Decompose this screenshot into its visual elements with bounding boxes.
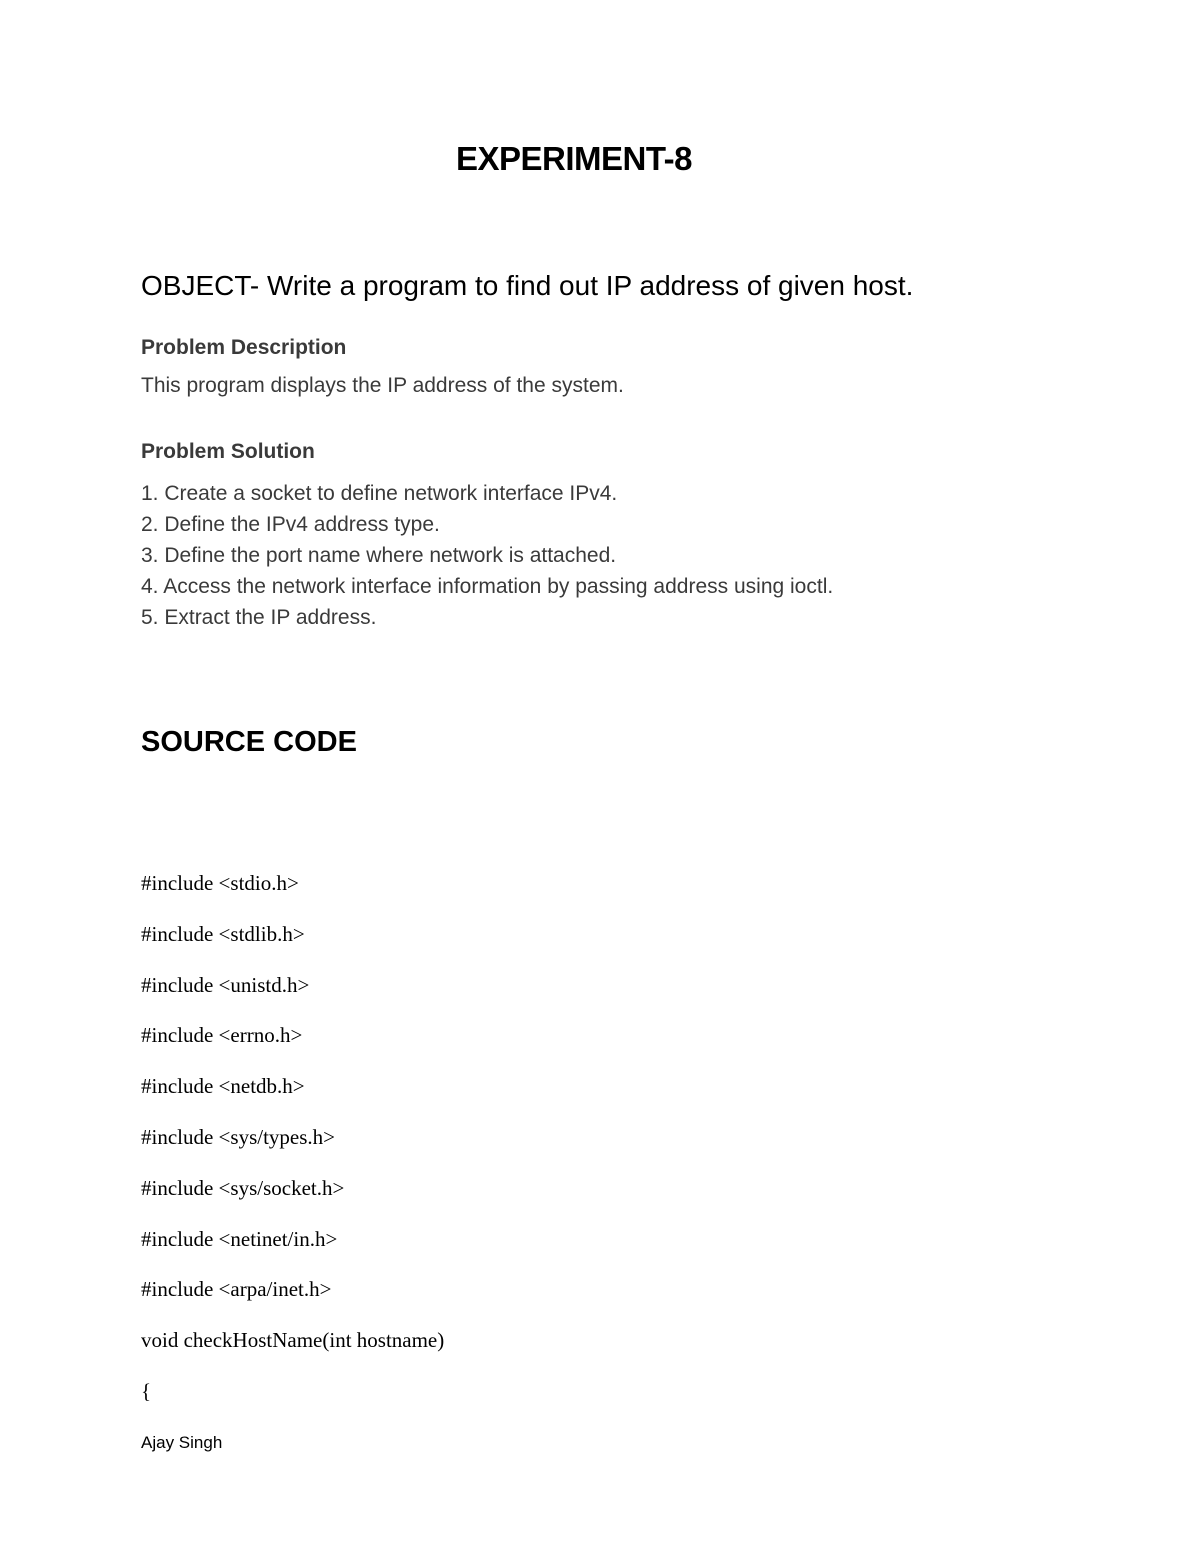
source-code-heading: SOURCE CODE bbox=[141, 726, 357, 758]
code-line: { bbox=[141, 1378, 152, 1403]
solution-step: 3. Define the port name where network is attached. bbox=[141, 544, 617, 567]
source-code-block bbox=[141, 858, 444, 1417]
code-line: #include <arpa/inet.h> bbox=[141, 1277, 332, 1302]
code-line: #include <sys/types.h> bbox=[141, 1124, 336, 1149]
problem-description-text: This program displays the IP address of the system. bbox=[141, 374, 624, 397]
solution-step: 2. Define the IPv4 address type. bbox=[141, 513, 440, 536]
solution-steps-list bbox=[141, 478, 833, 633]
code-line: #include <stdlib.h> bbox=[141, 921, 305, 946]
code-line: #include <netinet/in.h> bbox=[141, 1226, 338, 1251]
object-statement: OBJECT- Write a program to find out IP address of given host. bbox=[141, 270, 914, 301]
code-line: #include <errno.h> bbox=[141, 1023, 303, 1048]
code-line: #include <sys/socket.h> bbox=[141, 1175, 345, 1200]
code-line: #include <unistd.h> bbox=[141, 972, 310, 997]
code-line: void checkHostName(int hostname) bbox=[141, 1328, 445, 1353]
code-line: #include <netdb.h> bbox=[141, 1074, 305, 1099]
page-title: EXPERIMENT-8 bbox=[455, 140, 693, 177]
problem-description-heading: Problem Description bbox=[141, 336, 347, 359]
solution-step: 4. Access the network interface information by passing address using ioctl. bbox=[141, 575, 834, 598]
page-footer-author: Ajay Singh bbox=[141, 1433, 223, 1452]
solution-step: 5. Extract the IP address. bbox=[141, 606, 377, 629]
solution-step: 1. Create a socket to define network interface IPv4. bbox=[141, 482, 618, 505]
problem-solution-heading: Problem Solution bbox=[141, 440, 315, 463]
code-line: #include <stdio.h> bbox=[141, 871, 299, 895]
